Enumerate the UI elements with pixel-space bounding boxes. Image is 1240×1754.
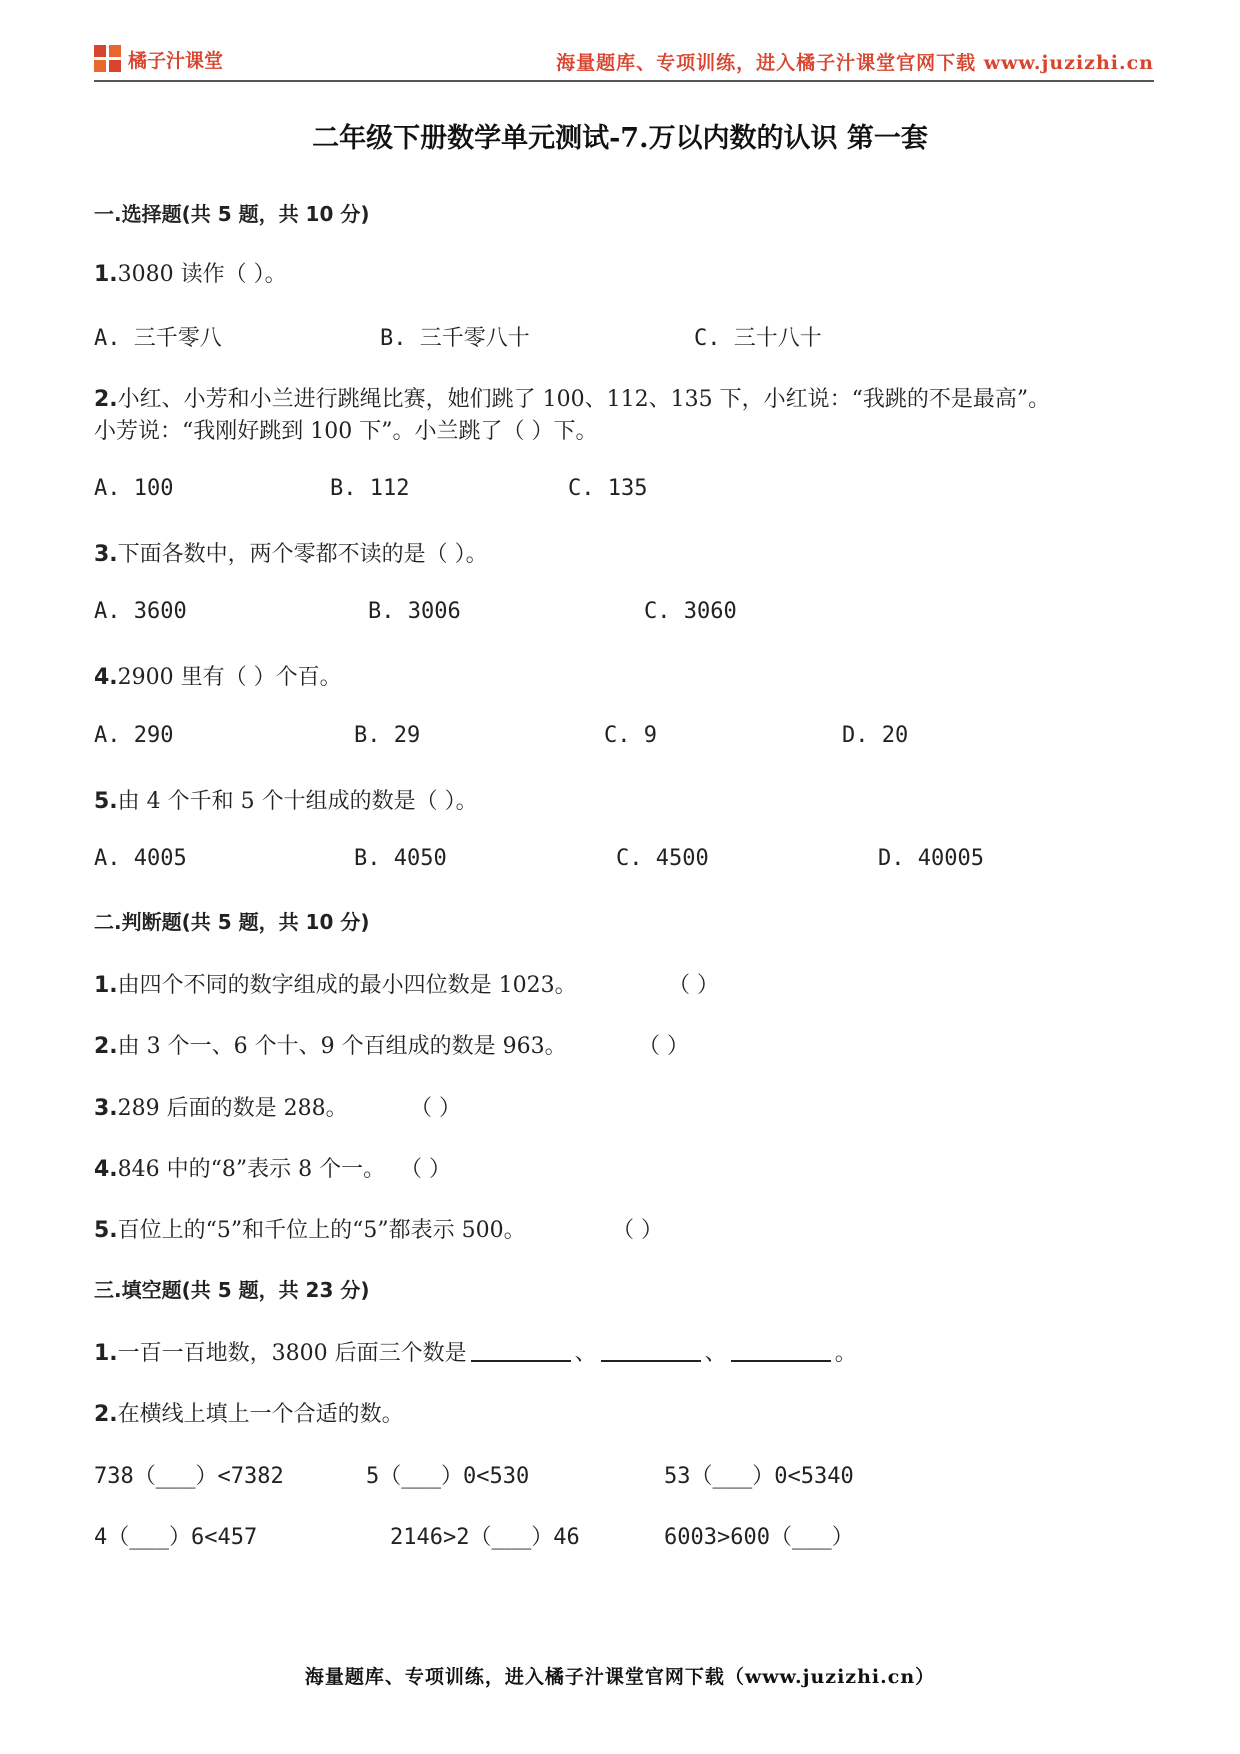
- question-text: 846 中的“8”表示 8 个一。: [117, 1157, 386, 1182]
- fill-question-1: [94, 1336, 857, 1367]
- answer-paren[interactable]: （ ）: [400, 1157, 451, 1182]
- question-text: 由 4 个千和 5 个十组成的数是（ ）。: [117, 789, 478, 814]
- fill-item[interactable]: 738（___）<7382: [94, 1464, 284, 1489]
- question-number: 5.: [94, 789, 118, 814]
- question-number: 2.: [94, 387, 118, 412]
- answer-blank[interactable]: [601, 1338, 701, 1362]
- judge-question-1: [94, 968, 577, 999]
- question-text: 3080 读作（ ）。: [117, 262, 287, 287]
- answer-blank[interactable]: [471, 1338, 571, 1362]
- question-number: 3.: [94, 1096, 118, 1121]
- sentence-end: 。: [834, 1341, 857, 1366]
- question-number: 4.: [94, 1157, 118, 1182]
- choice-question-2: [94, 382, 1050, 413]
- option-a: A. 100: [94, 476, 174, 501]
- choice-question-1: [94, 257, 287, 288]
- option-a: A. 290: [94, 723, 174, 748]
- section-heading-choice: 一.选择题(共 5 题，共 10 分): [94, 202, 370, 226]
- answer-blank[interactable]: [731, 1338, 831, 1362]
- option-b: B. 3006: [368, 599, 461, 624]
- option-c: C. 3060: [644, 599, 737, 624]
- question-number: 5.: [94, 1218, 118, 1243]
- option-d: D. 20: [842, 723, 909, 748]
- choice-question-2-continued: 小芳说：“我刚好跳到 100 下”。小兰跳了（ ）下。: [94, 419, 598, 444]
- section-heading-fill: 三.填空题(共 5 题，共 23 分): [94, 1278, 370, 1302]
- logo-text: 橘子汁课堂: [128, 49, 224, 72]
- judge-question-2: [94, 1029, 567, 1060]
- question-text: 一百一百地数，3800 后面三个数是: [117, 1341, 467, 1366]
- choice-question-4: [94, 660, 342, 691]
- option-c: C. 9: [604, 723, 657, 748]
- question-text: 由 3 个一、6 个十、9 个百组成的数是 963。: [117, 1034, 567, 1059]
- question-number: 2.: [94, 1402, 118, 1427]
- question-text: 289 后面的数是 288。: [117, 1096, 348, 1121]
- choice-question-5: [94, 784, 478, 815]
- logo: [94, 42, 223, 76]
- question-number: 1.: [94, 973, 118, 998]
- option-c: C. 4500: [616, 846, 709, 871]
- logo-icon: [94, 45, 122, 73]
- question-text: 百位上的“5”和千位上的“5”都表示 500。: [117, 1218, 526, 1243]
- option-b: B. 4050: [354, 846, 447, 871]
- judge-question-5: [94, 1213, 526, 1244]
- option-a: A. 4005: [94, 846, 187, 871]
- question-number: 2.: [94, 1034, 118, 1059]
- question-number: 3.: [94, 542, 118, 567]
- page-title: 二年级下册数学单元测试-7.万以内数的认识 第一套: [312, 123, 928, 154]
- answer-paren[interactable]: （ ）: [638, 1034, 689, 1059]
- question-number: 4.: [94, 665, 118, 690]
- judge-question-4: [94, 1152, 385, 1183]
- section-heading-judge: 二.判断题(共 5 题，共 10 分): [94, 910, 370, 934]
- page-footer: 海量题库、专项训练，进入橘子汁课堂官网下载（www.juzizhi.cn）: [304, 1666, 936, 1688]
- option-c: C. 135: [568, 476, 648, 501]
- question-number: 1.: [94, 1341, 118, 1366]
- option-b: B. 29: [354, 723, 421, 748]
- fill-item[interactable]: 4（___）6<457: [94, 1525, 258, 1550]
- separator: 、: [704, 1341, 727, 1366]
- fill-item[interactable]: 6003>600（___）: [664, 1525, 854, 1550]
- option-b: B. 112: [330, 476, 410, 501]
- answer-paren[interactable]: （ ）: [612, 1218, 663, 1243]
- question-text: 下面各数中，两个零都不读的是（ ）。: [117, 542, 488, 567]
- question-text: 由四个不同的数字组成的最小四位数是 1023。: [117, 973, 577, 998]
- question-number: 1.: [94, 262, 118, 287]
- answer-paren[interactable]: （ ）: [410, 1096, 461, 1121]
- option-a: A. 三千零八: [94, 326, 222, 351]
- question-text: 在横线上填上一个合适的数。: [117, 1402, 404, 1427]
- question-text: 2900 里有（ ）个百。: [117, 665, 342, 690]
- option-d: D. 40005: [878, 846, 984, 871]
- header-slogan: 海量题库、专项训练，进入橘子汁课堂官网下载 www.juzizhi.cn: [556, 52, 1154, 74]
- question-text: 小红、小芳和小兰进行跳绳比赛，她们跳了 100、112、135 下，小红说：“我跳的不是最高”。: [117, 387, 1051, 412]
- answer-paren[interactable]: （ ）: [668, 973, 719, 998]
- fill-item[interactable]: 5（___）0<530: [366, 1464, 530, 1489]
- fill-question-2: [94, 1397, 404, 1428]
- fill-item[interactable]: 53（___）0<5340: [664, 1464, 854, 1489]
- option-b: B. 三千零八十: [380, 326, 530, 351]
- choice-question-3: [94, 537, 488, 568]
- option-a: A. 3600: [94, 599, 187, 624]
- separator: 、: [574, 1341, 597, 1366]
- page-header: [94, 40, 1154, 82]
- fill-item[interactable]: 2146>2（___）46: [390, 1525, 580, 1550]
- option-c: C. 三十八十: [694, 326, 822, 351]
- judge-question-3: [94, 1091, 348, 1122]
